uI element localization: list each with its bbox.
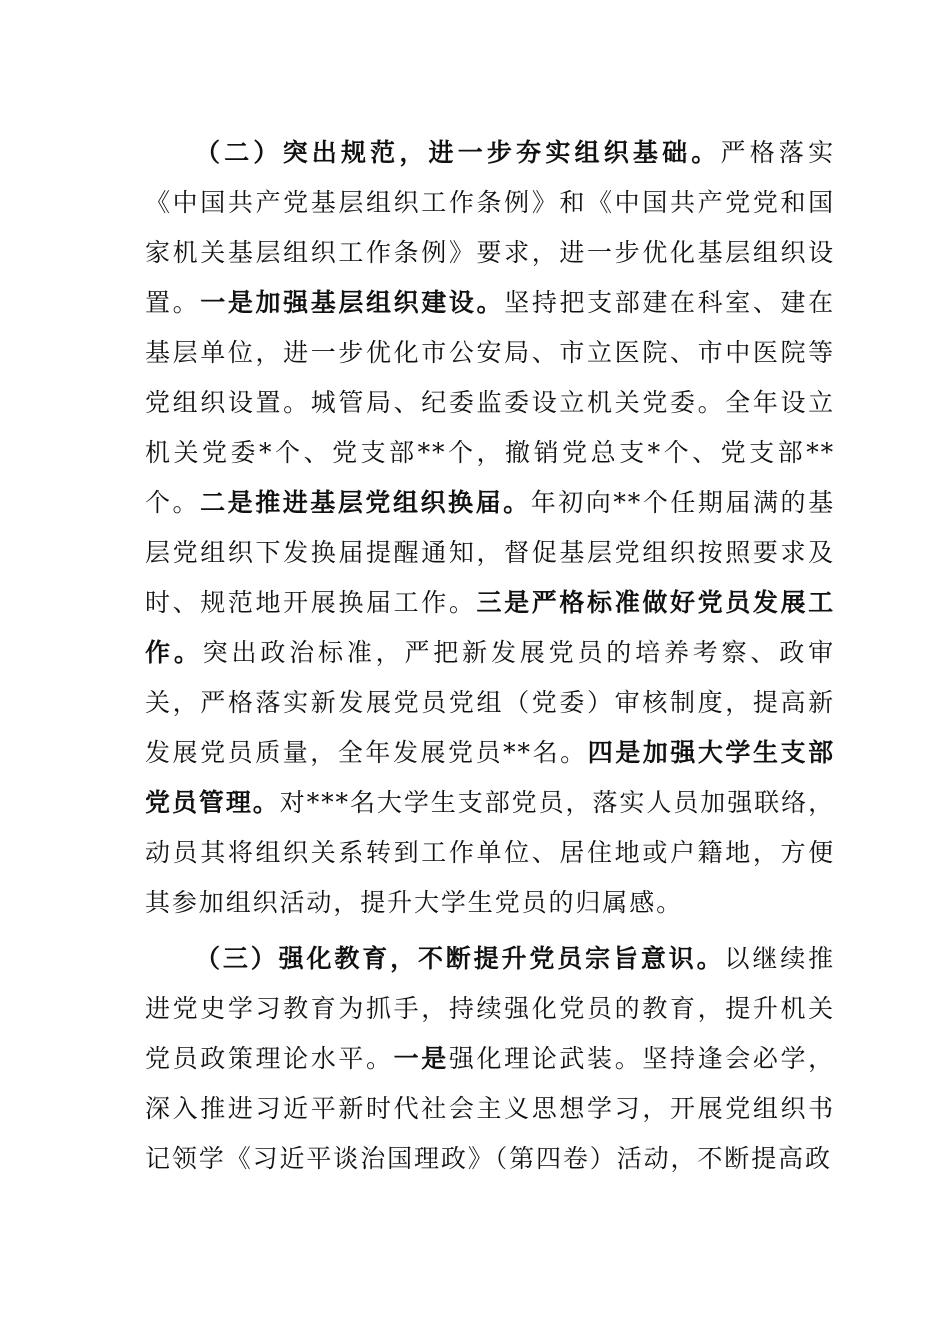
document-page: [145, 128, 835, 1184]
body-text: 坚持把支部建在科室、建在基层单位，进一步优化市公安局、市立医院、市中医院等党组织设置。城管局、纪委监委设立机关党委。全年设立机关党委*个、党支部**个，撤销党总支*个、党支部**个。: [145, 288, 835, 517]
body-text: 强化理论武装。坚持逢会必学，深入推进习近平新时代社会主义思想学习，开展党组织书记领学《习近平谈治国理政》（第四卷）活动，不断提高政: [145, 1044, 835, 1173]
paragraph-section-3: [145, 934, 835, 1184]
body-text: 对***名大学生支部党员，落实人员加强联络，动员其将组织关系转到工作单位、居住地或户籍地，方便其参加组织活动，提升大学生党员的归属感。: [145, 788, 835, 917]
point-heading-4: 四是加强大学生支部党员管理。: [145, 738, 835, 817]
body-text: 严格落实《中国共产党基层组织工作条例》和《中国共产党党和国家机关基层组织工作条例》要求，进一步优化基层组织设置。: [145, 138, 836, 317]
point-heading-2: 二是推进基层党组织换届。: [200, 488, 531, 517]
point-heading-3: 三是严格标准做好党员发展工作。: [145, 588, 835, 667]
body-text: 突出政治标准，严把新发展党员的培养考察、政审关，严格落实新发展党员党组（党委）审核制度，提高新发展党员质量，全年发展党员**名。: [145, 638, 835, 767]
body-text: 年初向**个任期届满的基层党组织下发换届提醒通知，督促基层党组织按照要求及时、规范地开展换届工作。: [145, 488, 835, 617]
paragraph-section-2: [145, 128, 835, 928]
point-heading-1: 一是加强基层组织建设。: [200, 288, 505, 317]
heading-section-3: （三）强化教育，不断提升党员宗旨意识。: [195, 944, 725, 973]
body-text: 以继续推进党史学习教育为抓手，持续强化党员的教育，提升机关党员政策理论水平。: [145, 944, 835, 1073]
point-heading-1: 一是: [393, 1044, 449, 1073]
heading-section-2: （二）突出规范，进一步夯实组织基础。: [195, 138, 721, 167]
